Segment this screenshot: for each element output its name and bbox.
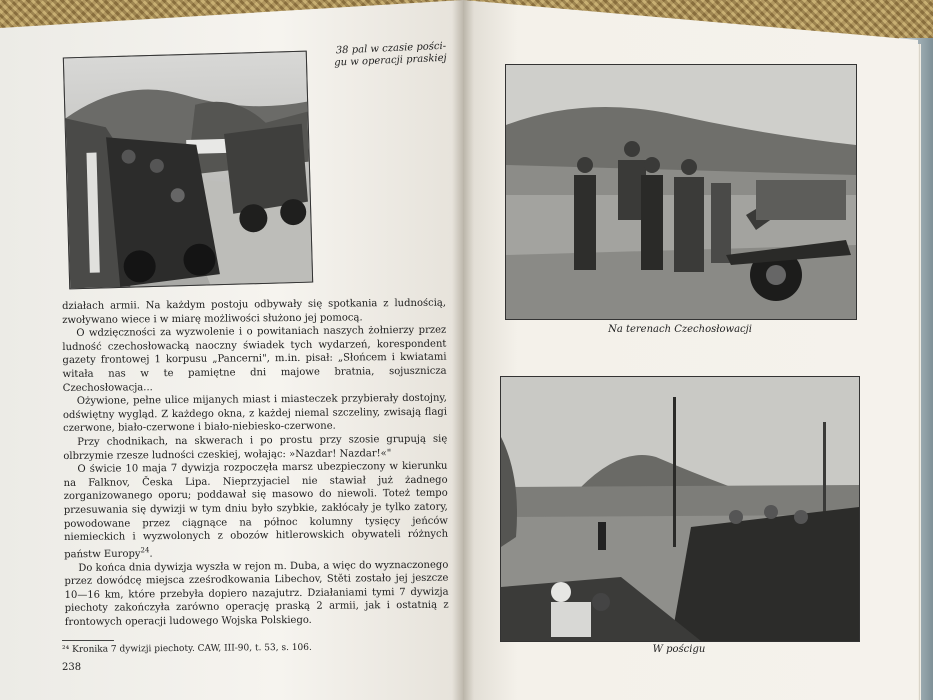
caption-line: 38 pal w czasie pości- (335, 40, 447, 57)
paragraph: Do końca dnia dywizja wyszła w rejon m. Duba, a więc do wyznaczonego przez dowódcę miejsca zześrodkowania Libechov, Stěti zostało jej jeszcze 10—16 km, które przebyła dopiero nazajutrz. Działaniami tymi 7 dywizja piechoty zakończyła zarówno operację praską 2 armii, jak i ostatnią z frontowych operacji ludowego Wojska Polskiego. (64, 559, 449, 628)
book-gutter (452, 0, 474, 700)
footnote: ²⁴ Kronika 7 dywizji piechoty. CAW, III-90, t. 53, s. 106. (62, 642, 312, 655)
caption-line: gu w operacji praskiej (334, 52, 447, 69)
footnote-rule (62, 640, 114, 641)
paragraph-text: O świcie 10 maja 7 dywizja rozpoczęła marsz ubezpieczony w kierunku na Falknov, Česka Lipa. Nieprzyjaciel nie stawiał już żadnego zorganizowanego oporu; poddawał się masowo do niewoli. Toteż tempo przesuwania się dywizji w tym dniu było szybkie, zakłócały je tylko zatory, powodowane przez ciągnące na północ kolumny tysięcy jeńców niemieckich i wyzwolonych z obozów hitlerowskich obywateli różnych państw Europy (63, 460, 449, 561)
right-photo-caption-2: W pościgu (652, 644, 706, 655)
paragraph: Ożywione, pełne ulice mijanych miast i miasteczek przybierały dostojny, odświętny wygląd. Z każdego okna, z każdej niemal szczeliny, zwisają flagi czerwone, biało-czerwone i biało-niebiesko-czerwone. (62, 392, 448, 435)
photo-pursuit (500, 376, 860, 642)
paragraph: działach armii. Na każdym postoju odbywały się spotkania z ludnością, zwoływano wiece i w miarę możliwości służono jej pomocą. (62, 297, 447, 326)
paragraph: O świcie 10 maja 7 dywizja rozpoczęła marsz ubezpieczony w kierunku na Falknov, Česka Lipa. Nieprzyjaciel nie stawiał już żadnego zorganizowanego oporu; poddawał się masowo do niewoli. Toteż tempo przesuwania się dywizji w tym dniu było szybkie, zakłócały je tylko zatory, powodowane przez ciągnące na północ kolumny tysięcy jeńców niemieckich i wyzwolonych z obozów hitlerowskich obywateli różnych państw Europy$^{24}$. (63, 460, 449, 561)
page-number: 238 (62, 662, 82, 673)
photo-soldiers-with-cannon (505, 64, 857, 320)
body-text (62, 297, 449, 630)
right-photo-caption-1: Na terenach Czechosłowacji (608, 324, 752, 335)
paragraph: O wdzięczności za wyzwolenie i o powitaniach naszych żołnierzy przez ludność czechosłowacką naoczny świadek tych wydarzeń, korespondent gazety frontowej 1 korpusu „Pancerni", m.in. pisał: „Słońcem i kwiatami witała nas w te pamiętne dni majowe bratnia, sojusznicza Czechosłowacja... (62, 324, 447, 394)
footnote-ref: 24 (140, 545, 150, 555)
paragraph: Przy chodnikach, na skwerach i po prostu przy szosie grupują się olbrzymie rzesze ludności czeskiej, wołając: »Nazdar! Nazdar!«" (63, 433, 448, 462)
photo-soldiers-on-trucks (63, 51, 313, 290)
